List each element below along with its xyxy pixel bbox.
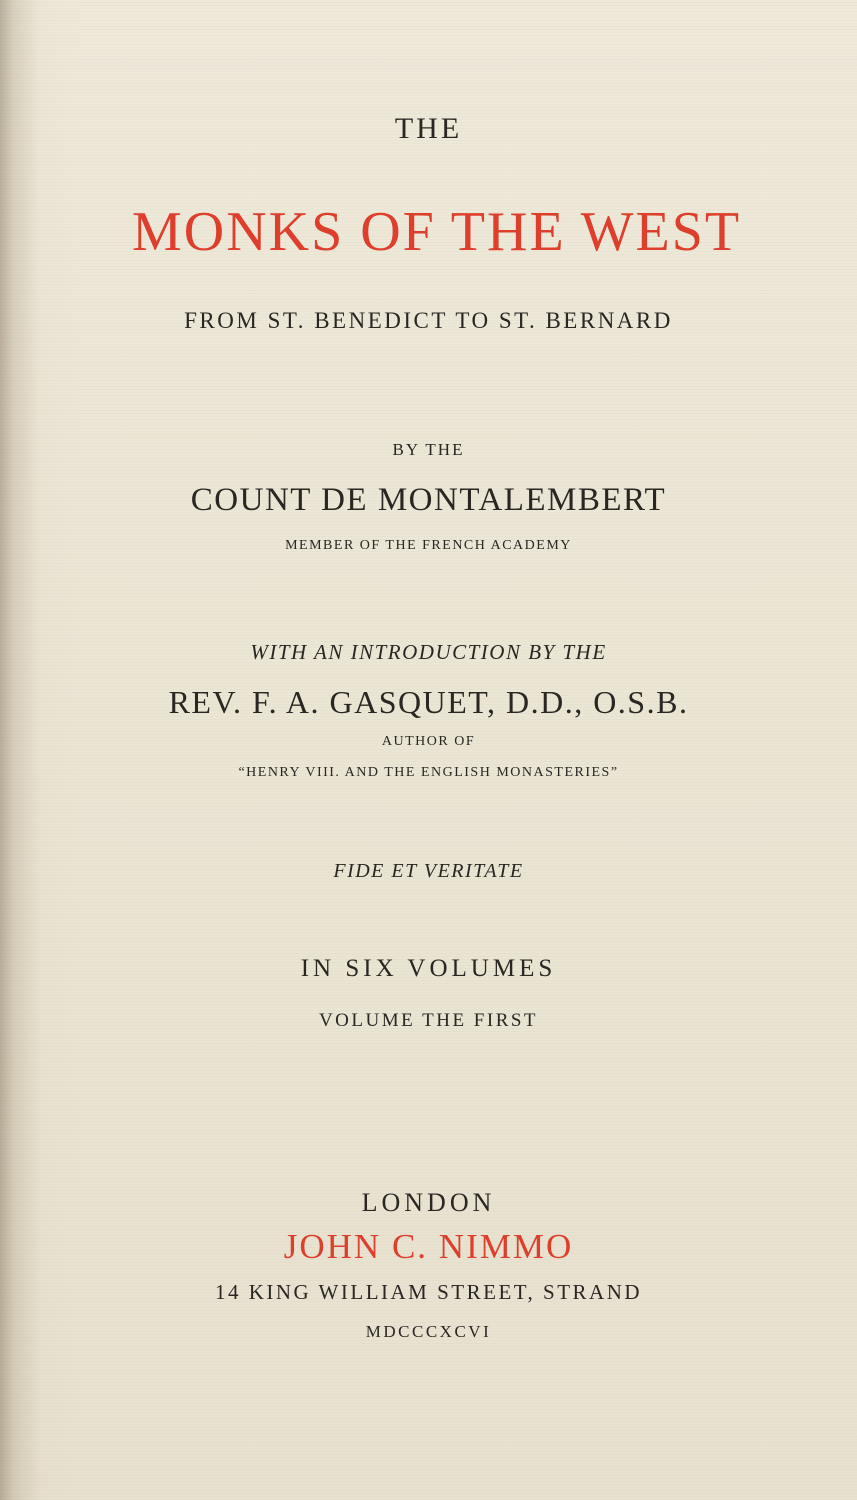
- volume-count: IN SIX VOLUMES: [300, 955, 557, 982]
- author-name: COUNT DE MONTALEMBERT: [190, 482, 667, 518]
- book-subtitle: FROM ST. BENEDICT TO ST. BERNARD: [184, 308, 673, 333]
- author-affiliation: MEMBER OF THE FRENCH ACADEMY: [285, 538, 572, 553]
- by-line: BY THE: [392, 440, 465, 459]
- introduction-line: WITH AN INTRODUCTION BY THE: [250, 640, 607, 664]
- volume-number: VOLUME THE FIRST: [318, 1010, 539, 1031]
- introduction-author: REV. F. A. GASQUET, D.D., O.S.B.: [168, 684, 689, 720]
- publication-year: MDCCCXCVI: [365, 1322, 492, 1341]
- introduction-author-note: AUTHOR OF: [381, 734, 476, 749]
- motto: FIDE ET VERITATE: [333, 860, 524, 882]
- publication-city: LONDON: [361, 1188, 496, 1217]
- title-article: THE: [394, 112, 463, 145]
- introduction-author-work: “HENRY VIII. AND THE ENGLISH MONASTERIES”: [238, 765, 619, 780]
- publisher-name: JOHN C. NIMMO: [283, 1227, 574, 1266]
- publisher-address: 14 KING WILLIAM STREET, STRAND: [214, 1280, 643, 1304]
- book-title: MONKS OF THE WEST: [131, 201, 742, 263]
